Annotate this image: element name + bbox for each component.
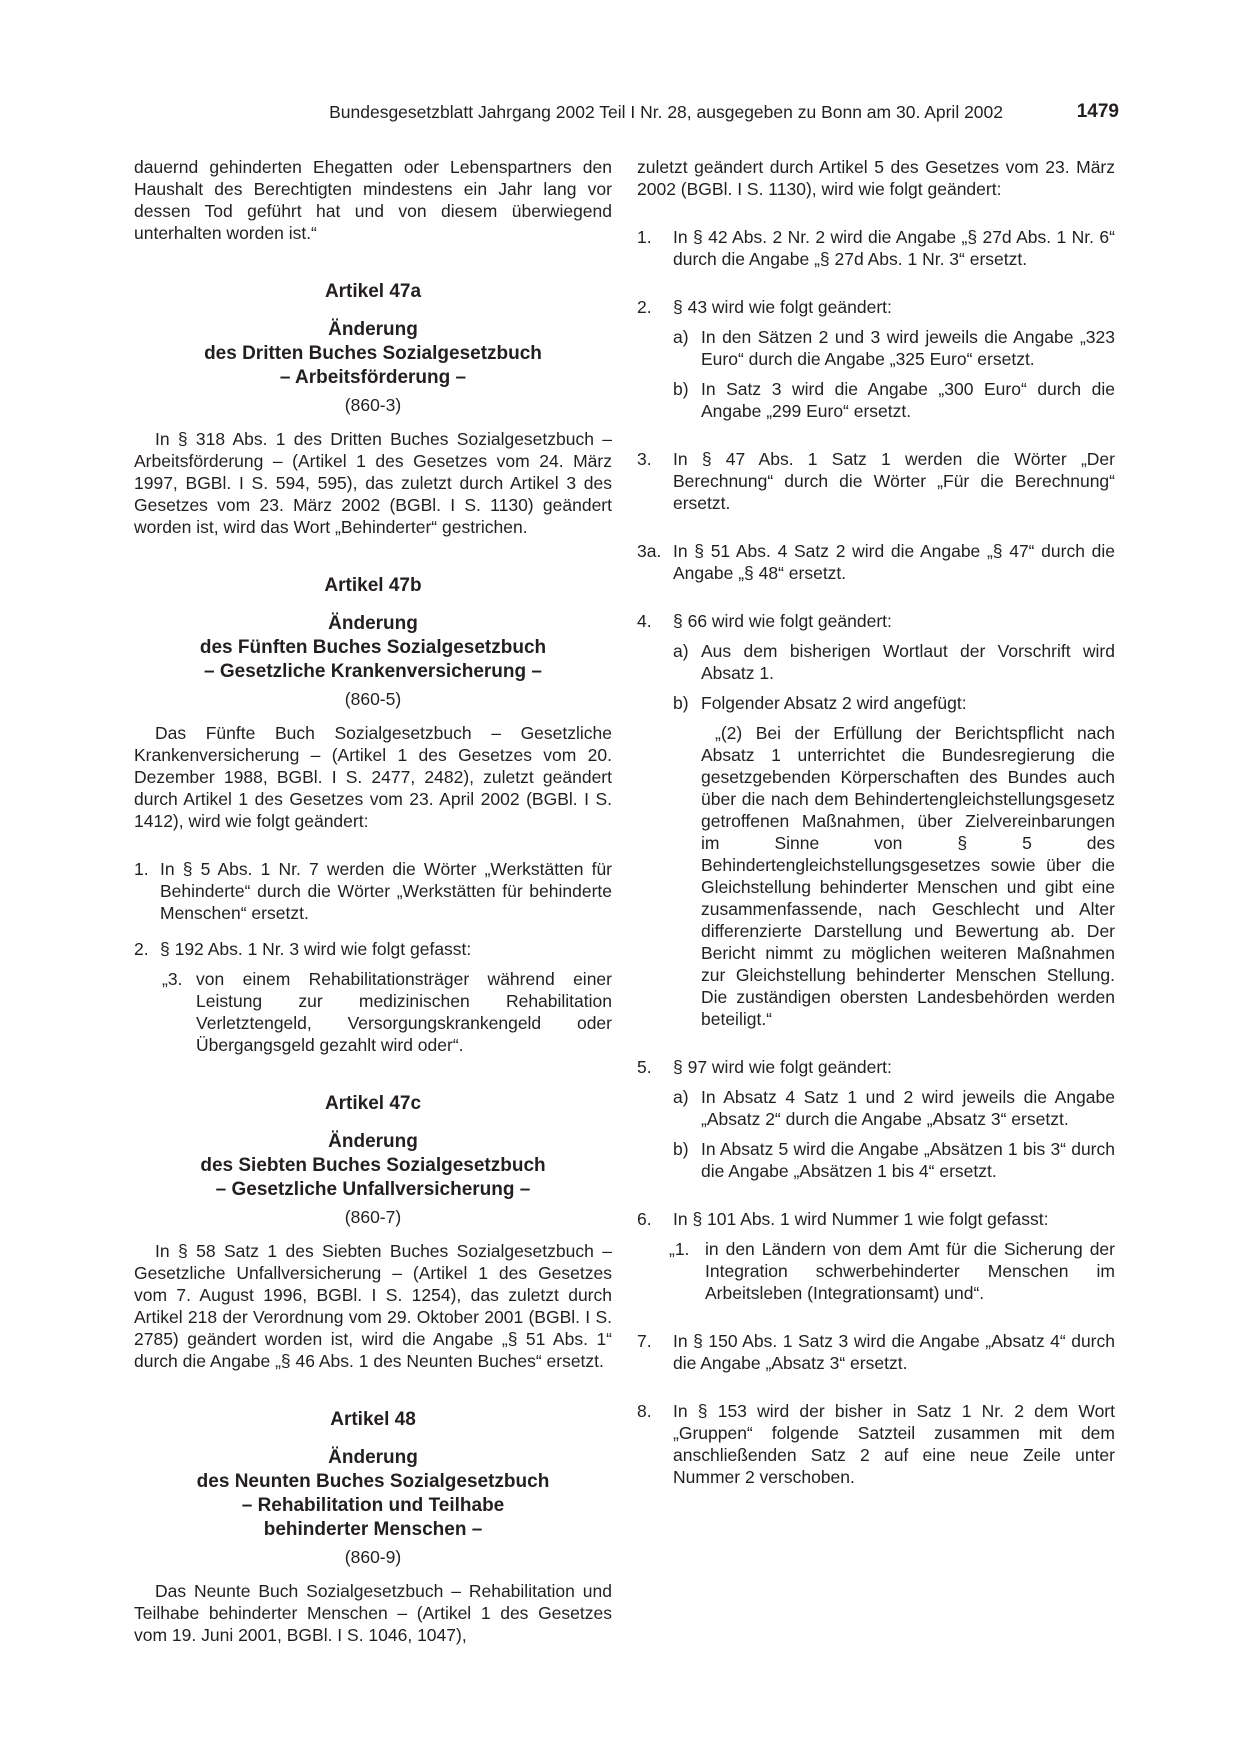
list-item-number: 3a. — [637, 541, 662, 561]
article-title: Artikel 47c — [324, 1093, 422, 1114]
article-change-line: des Fünften Buches Sozialgesetzbuch — [199, 637, 547, 658]
sub-item — [637, 640, 1115, 684]
sub-item-text: In den Sätzen 2 und 3 wird jeweils die Angabe „323 Euro“ durch die Angabe „325 Euro“ ersetzt. — [701, 327, 1115, 369]
sub-item — [637, 1086, 1115, 1130]
quoted-item-number: „1. — [669, 1239, 690, 1259]
quoted-item — [637, 1238, 1115, 1304]
list-item-text: In § 5 Abs. 1 Nr. 7 werden die Wörter „Werkstätten für Behinderte“ durch die Wörter „Werkstätten für behinderte Menschen“ ersetzt. — [160, 859, 612, 923]
sub-item-text: In Absatz 4 Satz 1 und 2 wird jeweils die Angabe „Absatz 2“ durch die Angabe „Absatz 3“ ersetzt. — [701, 1087, 1115, 1129]
article-48 — [134, 1408, 612, 1646]
fna-number: (860-3) — [344, 395, 402, 415]
fna-number: (860-5) — [344, 689, 402, 709]
quoted-item-number: „3. — [162, 969, 183, 989]
article-change-line: des Neunten Buches Sozialgesetzbuch — [196, 1471, 550, 1492]
sub-item-letter: a) — [673, 641, 689, 661]
left-column — [134, 156, 612, 1646]
page-header — [133, 100, 1119, 124]
article-title: Artikel 47a — [324, 281, 422, 302]
list-item-text: In § 150 Abs. 1 Satz 3 wird die Angabe „Absatz 4“ durch die Angabe „Absatz 3“ ersetzt. — [673, 1331, 1115, 1373]
article-title: Artikel 47b — [324, 575, 422, 596]
intro-paragraph: zuletzt geändert durch Artikel 5 des Gesetzes vom 23. März 2002 (BGBl. I S. 1130), wird wie folgt geändert: — [637, 157, 1115, 199]
list-item-text: In § 42 Abs. 2 Nr. 2 wird die Angabe „§ 27d Abs. 1 Nr. 6“ durch die Angabe „§ 27d Abs. 1 Nr. 3“ ersetzt. — [673, 227, 1115, 269]
quoted-item-text: von einem Rehabilitationsträger während einer Leistung zur medizinischen Rehabilitation Verletztengeld, Versorgungskrankengeld oder Übergangsgeld gezahlt wird oder“. — [196, 969, 612, 1055]
article-change-line: Änderung — [328, 1131, 418, 1152]
sub-item — [637, 692, 1115, 714]
article-47a — [134, 280, 612, 538]
sub-item-text: In Absatz 5 wird die Angabe „Absätzen 1 bis 3“ durch die Angabe „Absätzen 1 bis 4“ ersetzt. — [701, 1139, 1115, 1181]
list-item — [637, 1056, 1115, 1078]
sub-item-text: Aus dem bisherigen Wortlaut der Vorschrift wird Absatz 1. — [701, 641, 1115, 683]
quoted-item-text: in den Ländern von dem Amt für die Sicherung der Integration schwerbehinderter Menschen im Arbeitsleben (Integrationsamt) und“. — [705, 1239, 1115, 1303]
list-item-text: § 43 wird wie folgt geändert: — [673, 297, 892, 317]
right-column — [637, 156, 1115, 1488]
list-item — [637, 448, 1115, 514]
list-item — [637, 540, 1115, 584]
list-item — [637, 226, 1115, 270]
fna-number: (860-7) — [344, 1207, 402, 1227]
article-title: Artikel 48 — [330, 1409, 416, 1430]
list-item — [637, 610, 1115, 632]
list-item-number: 6. — [637, 1209, 652, 1229]
article-change-line: des Dritten Buches Sozialgesetzbuch — [204, 343, 542, 364]
article-text: In § 58 Satz 1 des Siebten Buches Sozialgesetzbuch – Gesetzliche Unfallversicherung – (Artikel 1 des Gesetzes vom 7. August 1996, BGBl. I S. 1254), das zuletzt durch Artikel 218 der Verordnung vom 29. Oktober 2001 (BGBl. I S. 2785) geändert worden ist, wird die Angabe „§ 51 Abs. 1“ durch die Angabe „§ 46 Abs. 1 des Neunten Buches“ ersetzt. — [134, 1241, 612, 1371]
list-item — [637, 1330, 1115, 1374]
list-item-text: § 192 Abs. 1 Nr. 3 wird wie folgt gefasst: — [160, 939, 472, 959]
fna-number: (860-9) — [344, 1547, 402, 1567]
article-47c — [134, 1092, 612, 1372]
list-item-text: In § 153 wird der bisher in Satz 1 Nr. 2 dem Wort „Gruppen“ folgende Satzteil zusammen mit dem anschließenden Satz 2 auf eine neue Zeile unter Nummer 2 verschoben. — [673, 1401, 1115, 1487]
list-item-text: In § 47 Abs. 1 Satz 1 werden die Wörter „Der Berechnung“ durch die Wörter „Für die Berechnung“ ersetzt. — [673, 449, 1115, 513]
sub-item-letter: a) — [673, 1087, 689, 1107]
article-47b — [134, 574, 612, 1056]
list-item-number: 4. — [637, 611, 652, 631]
list-item-text: In § 101 Abs. 1 wird Nummer 1 wie folgt gefasst: — [673, 1209, 1049, 1229]
article-change-line: – Gesetzliche Unfallversicherung – — [215, 1179, 531, 1200]
list-item-text: In § 51 Abs. 4 Satz 2 wird die Angabe „§ 47“ durch die Angabe „§ 48“ ersetzt. — [673, 541, 1115, 583]
sub-item — [637, 378, 1115, 422]
header-title: Bundesgesetzblatt Jahrgang 2002 Teil I Nr. 28, ausgegeben zu Bonn am 30. April 2002 — [329, 102, 1003, 122]
article-change-line: behinderter Menschen – — [263, 1519, 483, 1540]
article-change-line: Änderung — [328, 1447, 418, 1468]
list-item-number: 2. — [134, 939, 149, 959]
list-item — [637, 1400, 1115, 1488]
article-text: In § 318 Abs. 1 des Dritten Buches Sozialgesetzbuch – Arbeitsförderung – (Artikel 1 des Gesetzes vom 24. März 1997, BGBl. I S. 594, 595), das zuletzt durch Artikel 3 des Gesetzes vom 23. März 2002 (BGBl. I S. 1130) geändert worden ist, wird das Wort „Behinderter“ gestrichen. — [134, 429, 612, 537]
quoted-item — [134, 968, 612, 1056]
list-item-number: 2. — [637, 297, 652, 317]
sub-item-letter: b) — [673, 693, 689, 713]
sub-item-text: In Satz 3 wird die Angabe „300 Euro“ durch die Angabe „299 Euro“ ersetzt. — [701, 379, 1115, 421]
article-text: Das Neunte Buch Sozialgesetzbuch – Rehabilitation und Teilhabe behinderter Menschen – (Artikel 1 des Gesetzes vom 19. Juni 2001, BGBl. I S. 1046, 1047), — [134, 1581, 612, 1645]
quoted-paragraph: „(2) Bei der Erfüllung der Berichtspflicht nach Absatz 1 unterrichtet die Bundesregierung die gesetzgebenden Körperschaften des Bundes auch über die nach dem Behindertengleichstellungsgesetz getroffenen Maßnahmen, über Zielvereinbarungen im Sinne von § 5 des Behindertengleichstellungsgesetzes sowie über die Gleichstellung behinderter Menschen und gibt eine zusammenfassende, nach Geschlecht und Alter differenzierte Darstellung und Bewertung ab. Der Bericht nimmt zu möglichen weiteren Maßnahmen zur Gleichstellung behinderter Menschen Stellung. Die zuständigen obersten Landesbehörden werden beteiligt.“ — [701, 723, 1115, 1029]
sub-item — [637, 1138, 1115, 1182]
article-change-line: des Siebten Buches Sozialgesetzbuch — [200, 1155, 546, 1176]
article-change-line: – Gesetzliche Krankenversicherung – — [204, 661, 542, 682]
article-change-line: – Arbeitsförderung – — [279, 367, 467, 388]
list-item — [134, 858, 612, 924]
article-change-line: Änderung — [328, 613, 418, 634]
intro-paragraph: dauernd gehinderten Ehegatten oder Lebenspartners den Haushalt des Berechtigten mindestens ein Jahr lang vor dessen Tod geführt hat und von diesem überwiegend unterhalten worden ist.“ — [134, 157, 612, 243]
list-item — [637, 1208, 1115, 1230]
article-change-line: Änderung — [328, 319, 418, 340]
sub-item-letter: b) — [673, 379, 689, 399]
list-item — [134, 938, 612, 960]
list-item-number: 3. — [637, 449, 652, 469]
article-change-line: – Rehabilitation und Teilhabe — [241, 1495, 505, 1516]
list-item-text: § 66 wird wie folgt geändert: — [673, 611, 892, 631]
list-item-text: § 97 wird wie folgt geändert: — [673, 1057, 892, 1077]
list-item-number: 1. — [637, 227, 652, 247]
sub-item — [637, 326, 1115, 370]
article-text: Das Fünfte Buch Sozialgesetzbuch – Gesetzliche Krankenversicherung – (Artikel 1 des Gesetzes vom 20. Dezember 1988, BGBl. I S. 2477, 2482), zuletzt geändert durch Artikel 1 des Gesetzes vom 23. April 2002 (BGBl. I S. 1412), wird wie folgt geändert: — [134, 723, 612, 831]
list-item-number: 7. — [637, 1331, 652, 1351]
sub-item-letter: b) — [673, 1139, 689, 1159]
page-number: 1479 — [1076, 101, 1119, 122]
sub-item-text: Folgender Absatz 2 wird angefügt: — [701, 693, 967, 713]
list-item — [637, 296, 1115, 318]
list-item-number: 8. — [637, 1401, 652, 1421]
sub-item-letter: a) — [673, 327, 689, 347]
list-item-number: 5. — [637, 1057, 652, 1077]
list-item-number: 1. — [134, 859, 149, 879]
